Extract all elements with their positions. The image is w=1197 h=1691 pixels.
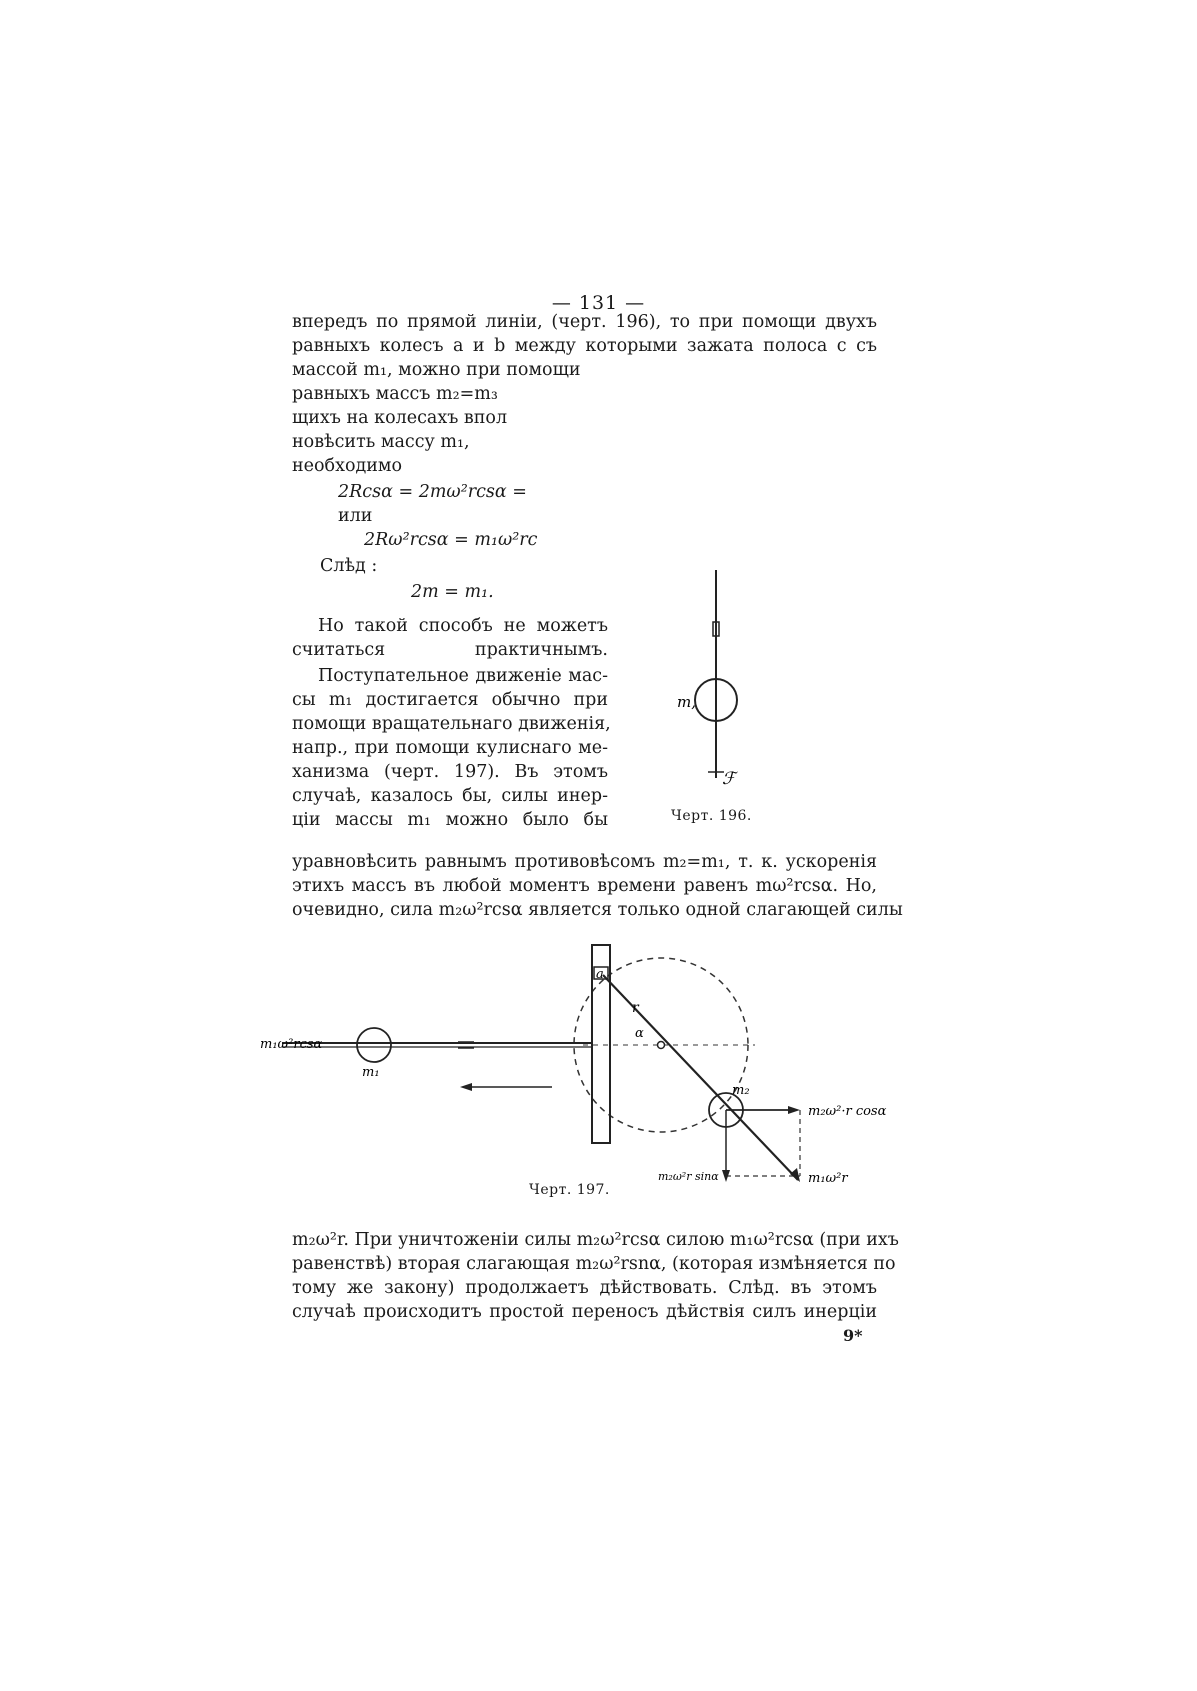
text-line: Поступательное движеніе мас-: [318, 666, 608, 686]
text-line: массой m₁, можно при помощи: [292, 360, 581, 380]
label-m1: m₁: [362, 1065, 380, 1080]
mass-m1-circle: [357, 1028, 391, 1062]
text-line: m₂ω²r. При уничтоженіи силы m₂ω²rcsα силою m₁ω²rcsα (при ихъ: [292, 1230, 899, 1250]
label-bottom-force: m₂ω²r sinα: [658, 1170, 719, 1183]
text-line: равныхъ массъ m₂=m₃: [292, 384, 498, 404]
resultant-arrowhead: [790, 1168, 800, 1182]
text-line: случаѣ происходитъ простой переносъ дѣйствія силъ инерціи: [292, 1302, 877, 1322]
page-number: — 131 —: [551, 292, 646, 314]
label-resultant: m₁ω²r: [808, 1171, 848, 1186]
text-line: Но такой способъ не можетъ: [318, 616, 608, 636]
label-mass-m: m,: [677, 693, 696, 711]
text-line: необходимо: [292, 456, 403, 476]
text-line: очевидно, сила m₂ω²rcsα является только одной слагающей силы: [292, 900, 903, 920]
formula-sled: Слѣд :: [320, 556, 378, 576]
text-line: равныхъ колесъ a и b между которыми зажата полоса c съ: [292, 336, 877, 356]
formula-1: 2Rcsα = 2mω²rcsα =: [338, 482, 527, 502]
caption-fig196: Черт. 196.: [671, 808, 752, 824]
text-line: впередъ по прямой линіи, (черт. 196), то при помощи двухъ: [292, 312, 877, 332]
label-r: r: [632, 1000, 639, 1016]
formula-or: или: [338, 506, 373, 526]
text-line: тому же закону) продолжаетъ дѣйствовать. Слѣд. въ этомъ: [292, 1278, 877, 1298]
text-line: напр., при помощи кулиснаго ме-: [292, 738, 608, 758]
text-line: этихъ массъ въ любой моментъ времени равенъ mω²rcsα. Но,: [292, 876, 877, 896]
figure-197: [260, 930, 900, 1200]
caption-fig197: Черт. 197.: [529, 1182, 610, 1198]
text-line: щихъ на колесахъ впол: [292, 408, 508, 428]
label-a: a: [596, 967, 604, 982]
figure-196: [640, 560, 840, 820]
text-line: равенствѣ) вторая слагающая m₂ω²rsnα, (которая измѣняется по: [292, 1254, 896, 1274]
text-line: помощи вращательнаго движенія,: [292, 714, 611, 734]
signature-mark: 9*: [843, 1326, 863, 1345]
text-line: случаѣ, казалось бы, силы инер-: [292, 786, 608, 806]
text-line: новѣсить массу m₁,: [292, 432, 470, 452]
label-left-force: m₁ω²rcsα: [260, 1037, 323, 1052]
crank-center: [658, 1042, 665, 1049]
label-bottom: ℱ: [722, 769, 736, 789]
formula-3: 2m = m₁.: [411, 582, 494, 602]
motion-arrowhead: [460, 1083, 472, 1091]
label-alpha: α: [635, 1026, 644, 1041]
text-line: ціи массы m₁ можно было бы: [292, 810, 608, 830]
label-m2: m₂: [732, 1083, 750, 1098]
text-line: ханизма (черт. 197). Въ этомъ: [292, 762, 608, 782]
formula-2: 2Rω²rcsα = m₁ω²rc: [364, 530, 538, 550]
text-line: сы m₁ достигается обычно при: [292, 690, 608, 710]
text-line: считаться практичнымъ.: [292, 640, 608, 660]
label-right-force: m₂ω²·r cosα: [808, 1104, 887, 1119]
force-horizontal-arrowhead: [788, 1106, 800, 1114]
text-line: уравновѣсить равнымъ противовѣсомъ m₂=m₁, т. к. ускоренія: [292, 852, 877, 872]
